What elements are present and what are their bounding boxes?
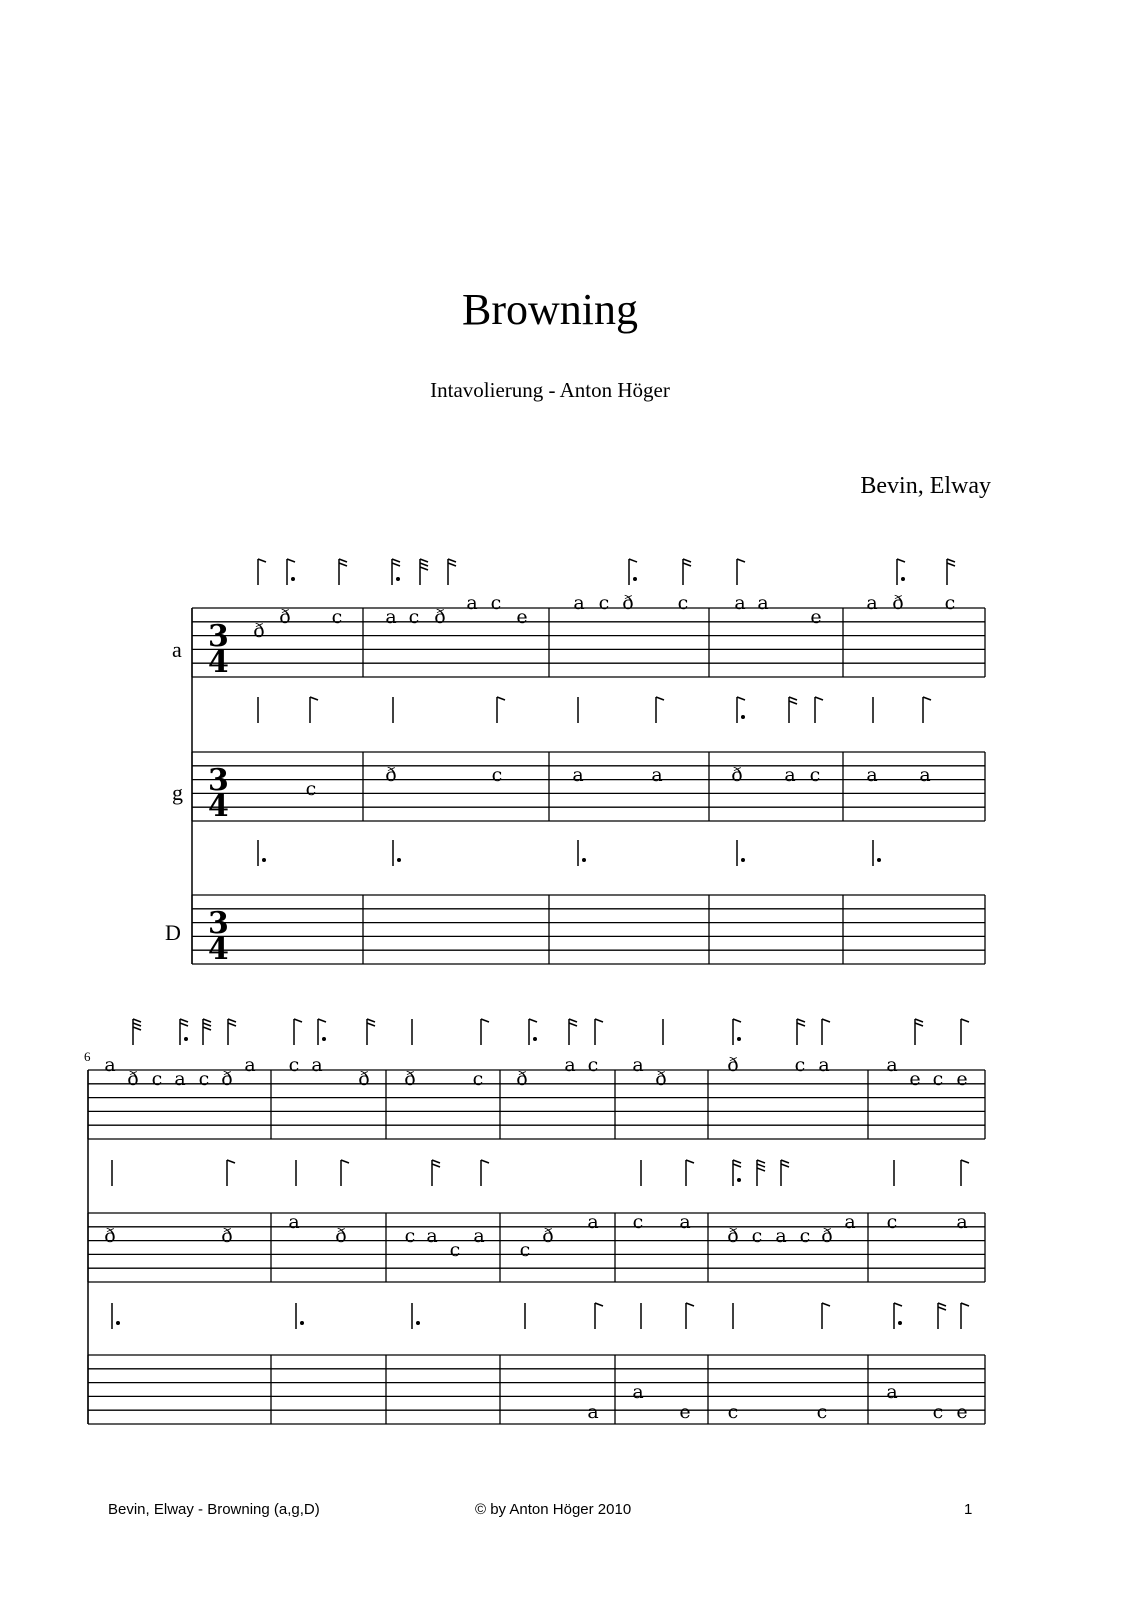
tab-letter: c — [490, 592, 502, 614]
tab-letter: a — [244, 1054, 256, 1076]
staff-D-system2 — [88, 1355, 985, 1424]
rhythm-flag — [392, 559, 400, 585]
tab-letter: ð — [335, 1225, 347, 1247]
tab-letter: c — [727, 1401, 739, 1423]
rhythm-flag — [789, 697, 797, 723]
tab-letter: c — [809, 764, 821, 786]
tab-letter: e — [679, 1401, 691, 1423]
rhythm-flag — [683, 559, 691, 585]
rhythm-flag — [497, 697, 505, 723]
rhythm-flag — [757, 1160, 765, 1186]
staff-a-system1 — [192, 608, 985, 677]
rhythm-stem — [578, 840, 586, 866]
rhythm-flag — [737, 559, 745, 585]
rhythm-stem — [258, 840, 266, 866]
footer-left: Bevin, Elway - Browning (a,g,D) — [108, 1501, 320, 1518]
tab-letter: c — [449, 1239, 461, 1261]
tab-letter: a — [679, 1211, 691, 1233]
tab-letter: a — [784, 764, 796, 786]
rhythm-flag — [294, 1019, 302, 1045]
rhythm-flag — [923, 697, 931, 723]
tab-letter: a — [572, 764, 584, 786]
subtitle: Intavolierung - Anton Höger — [430, 378, 670, 402]
tab-letter: c — [472, 1068, 484, 1090]
rhythm-flag — [897, 559, 905, 585]
tab-letter: ð — [358, 1068, 370, 1090]
tab-letter: a — [866, 592, 878, 614]
rhythm-flag — [420, 559, 428, 585]
measure-number: 6 — [84, 1049, 91, 1064]
tab-letter: ð — [655, 1068, 667, 1090]
rhythm-flag — [595, 1303, 603, 1329]
tab-letter: a — [651, 764, 663, 786]
rhythm-flag — [227, 1160, 235, 1186]
rhythm-flag — [339, 559, 347, 585]
rhythm-flag — [961, 1019, 969, 1045]
tab-letter: a — [473, 1225, 485, 1247]
rhythm-flag — [481, 1160, 489, 1186]
composer: Bevin, Elway — [860, 473, 991, 499]
tab-letter: ð — [253, 620, 265, 642]
tab-letter: c — [305, 778, 317, 800]
tab-letter: ð — [727, 1225, 739, 1247]
tab-letter: c — [519, 1239, 531, 1261]
tab-letter: a — [818, 1054, 830, 1076]
tab-letter: e — [810, 606, 822, 628]
tab-letter: c — [598, 592, 610, 614]
rhythm-stem — [393, 840, 401, 866]
tab-letter: a — [757, 592, 769, 614]
rhythm-flag — [481, 1019, 489, 1045]
tab-letter: a — [886, 1054, 898, 1076]
rhythm-flag — [258, 559, 266, 585]
tab-letter: ð — [821, 1225, 833, 1247]
rhythm-flag — [686, 1303, 694, 1329]
tab-letter: a — [426, 1225, 438, 1247]
time-signature-bottom: 4 — [208, 645, 229, 680]
voice-label-a: a — [172, 637, 182, 662]
tab-letter: e — [956, 1068, 968, 1090]
rhythm-flag — [133, 1019, 141, 1045]
tab-letter: c — [794, 1054, 806, 1076]
rhythm-flag — [961, 1160, 969, 1186]
time-signature-top: 3 — [208, 619, 229, 654]
tab-letter: a — [587, 1401, 599, 1423]
tab-letter: c — [816, 1401, 828, 1423]
tab-letter: ð — [434, 606, 446, 628]
rhythm-flag — [822, 1019, 830, 1045]
rhythm-stem — [737, 840, 745, 866]
tab-letter: c — [799, 1225, 811, 1247]
rhythm-flag — [894, 1303, 902, 1329]
rhythm-flag — [287, 559, 295, 585]
tab-letter: ð — [731, 764, 743, 786]
tab-letter: ð — [727, 1054, 739, 1076]
tab-letter: ð — [127, 1068, 139, 1090]
rhythm-flag — [432, 1160, 440, 1186]
rhythm-flag — [815, 697, 823, 723]
tab-letter: a — [311, 1054, 323, 1076]
tab-letter: a — [775, 1225, 787, 1247]
tab-letter: ð — [516, 1068, 528, 1090]
rhythm-flag — [781, 1160, 789, 1186]
rhythm-flag — [915, 1019, 923, 1045]
rhythm-flag — [310, 697, 318, 723]
tab-letter: c — [404, 1225, 416, 1247]
tab-letter: c — [151, 1068, 163, 1090]
rhythm-flag — [367, 1019, 375, 1045]
rhythm-stem — [112, 1303, 120, 1329]
tab-letter: e — [516, 606, 528, 628]
tab-letter: c — [198, 1068, 210, 1090]
tab-letter: ð — [404, 1068, 416, 1090]
tab-letter: c — [944, 592, 956, 614]
rhythm-flag — [938, 1303, 946, 1329]
rhythm-flag — [341, 1160, 349, 1186]
tab-letter: a — [886, 1381, 898, 1403]
tab-letter: e — [956, 1401, 968, 1423]
time-signature-bottom: 4 — [208, 932, 229, 967]
rhythm-flag — [797, 1019, 805, 1045]
tab-letter: a — [844, 1211, 856, 1233]
footer-copyright: © by Anton Höger 2010 — [475, 1501, 632, 1518]
tab-letter: c — [632, 1211, 644, 1233]
tab-letter: a — [632, 1381, 644, 1403]
tab-letter: a — [104, 1054, 116, 1076]
tab-letter: c — [331, 606, 343, 628]
tab-letter: a — [466, 592, 478, 614]
rhythm-flag — [656, 697, 664, 723]
rhythm-flag — [228, 1019, 236, 1045]
rhythm-stem — [412, 1303, 420, 1329]
rhythm-flag — [569, 1019, 577, 1045]
rhythm-flag — [629, 559, 637, 585]
tab-letter: a — [866, 764, 878, 786]
time-signature-top: 3 — [208, 906, 229, 941]
tab-letter: a — [174, 1068, 186, 1090]
tab-letter: ð — [892, 592, 904, 614]
tab-letter: c — [751, 1225, 763, 1247]
tab-letter: ð — [542, 1225, 554, 1247]
time-signature-bottom: 4 — [208, 789, 229, 824]
rhythm-stem — [296, 1303, 304, 1329]
rhythm-flag — [595, 1019, 603, 1045]
rhythm-flag — [733, 1019, 741, 1045]
tab-letter: c — [288, 1054, 300, 1076]
tab-letter: ð — [279, 606, 291, 628]
tab-letter: a — [573, 592, 585, 614]
tab-letter: a — [385, 606, 397, 628]
rhythm-flag — [686, 1160, 694, 1186]
tab-letter: e — [909, 1068, 921, 1090]
tab-letter: a — [564, 1054, 576, 1076]
tab-letter: c — [886, 1211, 898, 1233]
page-title: Browning — [462, 285, 638, 334]
rhythm-flag — [733, 1160, 741, 1186]
tab-letter: c — [677, 592, 689, 614]
tab-letter: c — [932, 1068, 944, 1090]
page-number: 1 — [964, 1501, 973, 1518]
staff-D-system1 — [192, 895, 985, 964]
rhythm-flag — [947, 559, 955, 585]
rhythm-flag — [737, 697, 745, 723]
tab-letter: ð — [221, 1068, 233, 1090]
rhythm-flag — [822, 1303, 830, 1329]
voice-label-D: D — [165, 920, 181, 945]
time-signature-top: 3 — [208, 763, 229, 798]
tab-letter: a — [288, 1211, 300, 1233]
rhythm-flag — [529, 1019, 537, 1045]
rhythm-flag — [203, 1019, 211, 1045]
tab-letter: c — [491, 764, 503, 786]
tab-letter: c — [932, 1401, 944, 1423]
tab-letter: c — [408, 606, 420, 628]
tab-letter: ð — [104, 1225, 116, 1247]
tab-letter: a — [919, 764, 931, 786]
tab-letter: c — [587, 1054, 599, 1076]
rhythm-flag — [448, 559, 456, 585]
tab-letter: a — [734, 592, 746, 614]
tab-letter: ð — [221, 1225, 233, 1247]
tab-letter: a — [632, 1054, 644, 1076]
tab-letter: ð — [622, 592, 634, 614]
rhythm-flag — [961, 1303, 969, 1329]
rhythm-stem — [873, 840, 881, 866]
tab-letter: a — [587, 1211, 599, 1233]
rhythm-flag — [318, 1019, 326, 1045]
rhythm-flag — [180, 1019, 188, 1045]
tab-letter: a — [956, 1211, 968, 1233]
voice-label-g: g — [172, 780, 183, 805]
tab-letter: ð — [385, 764, 397, 786]
